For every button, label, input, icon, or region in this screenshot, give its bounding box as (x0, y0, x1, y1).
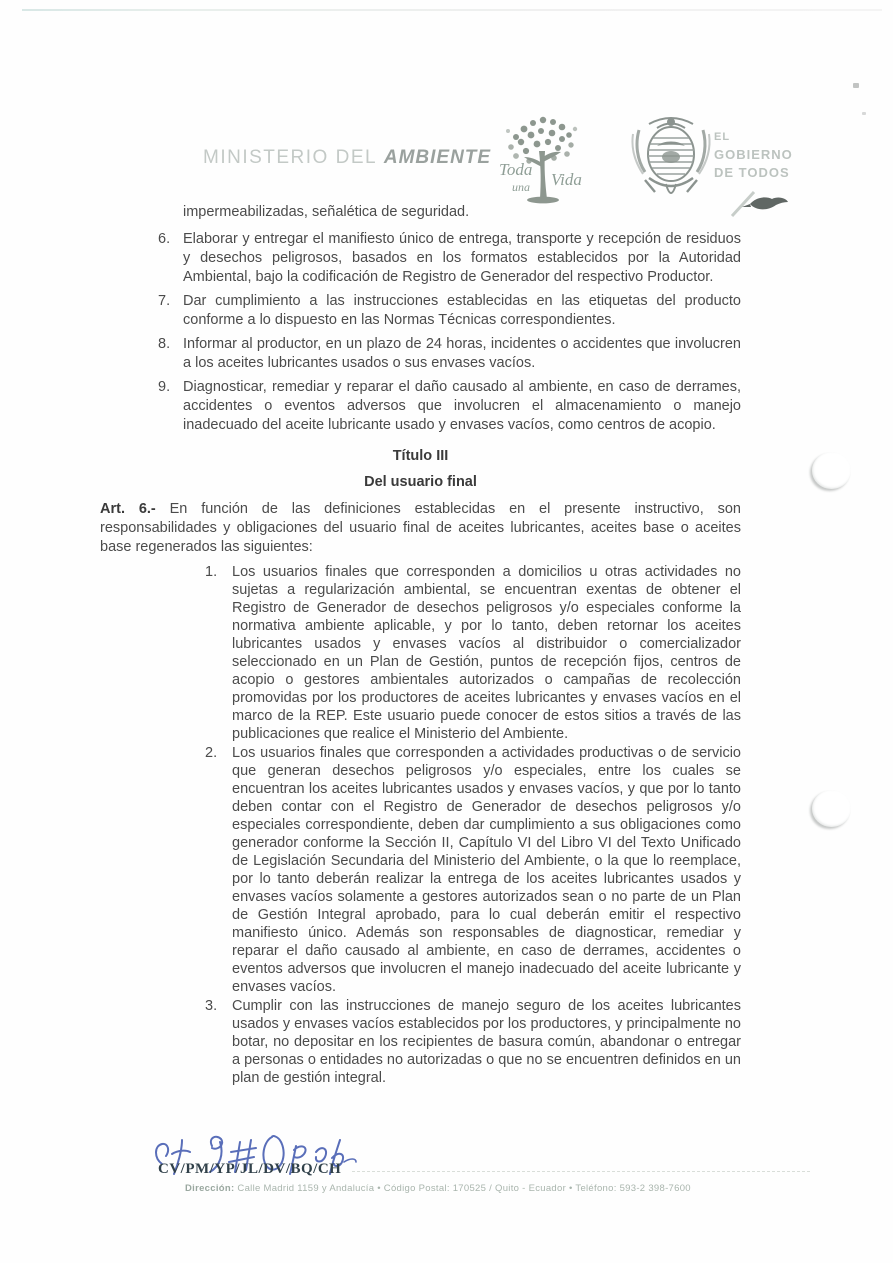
wordmark-space (377, 147, 384, 168)
list-item-number: 9. (158, 379, 171, 395)
government-slogan (714, 128, 793, 182)
article-text: En función de las definiciones establecidas en el presente instructivo, son responsabilidades y obligaciones del usuario final de aceites lubricantes, aceites base o aceites base regenerados las siguientes: (100, 501, 741, 555)
sublist-item-1 (100, 563, 741, 743)
sublist-item-number: 3. (205, 998, 218, 1014)
list-item-number: 8. (158, 336, 171, 352)
list-item-text: Informar al productor, en un plazo de 24 horas, incidentes o accidentes que involucren a los aceites lubricantes usados o sus envases vacíos. (183, 336, 741, 371)
scan-speck (862, 112, 866, 115)
footer-initials: CV/PM/YP/JL/DV/BQ/CH (158, 1161, 342, 1177)
section-subtitle: Del usuario final (364, 474, 477, 490)
tree-motto-word2: una (512, 180, 530, 194)
coat-of-arms-icon (621, 110, 721, 208)
ministry-wordmark-light: MINISTERIO DEL (203, 147, 378, 168)
government-slogan-line2: GOBIERNO (714, 147, 793, 162)
footer-address-label: Dirección: (185, 1183, 235, 1194)
ministry-wordmark (203, 147, 491, 169)
government-slogan-line1: EL (714, 131, 731, 143)
footer-address-text: Calle Madrid 1159 y Andalucía • Código Postal: 170525 / Quito - Ecuador • Teléfono: 593-2 398-7600 (237, 1183, 691, 1194)
scan-speck (853, 83, 859, 88)
article-6-paragraph (100, 500, 741, 557)
section-title: Título III (392, 448, 449, 464)
paragraph-continuation: impermeabilizadas, señalética de seguridad. (183, 204, 470, 220)
sublist-item-3 (100, 997, 741, 1087)
list-item-text: Diagnosticar, remediar y reparar el daño causado al ambiente, en caso de derrames, accidentes o eventos adversos que involucren el almacenamiento o manejo inadecuado del aceite lubricante usado y envases vacíos, como centros de acopio. (183, 379, 741, 433)
hole-punch (812, 452, 851, 489)
list-item-9 (100, 378, 741, 435)
list-item-text: Dar cumplimiento a las instrucciones establecidas en las etiquetas del producto conforme a lo dispuesto en las Normas Técnicas correspondientes. (183, 293, 741, 328)
scan-edge-line (22, 9, 882, 11)
list-item-number: 7. (158, 293, 171, 309)
footer-divider (352, 1171, 810, 1172)
tree-logo-icon (496, 111, 592, 207)
sublist-item-text: Los usuarios finales que corresponden a domicilios u otras actividades no sujetas a regularización ambiental, se encuentran exentas de obtener el Registro de Generador de desechos peligrosos y/o especiales conforme la normativa ambiente aplicable, y por lo tanto, deben retornar los aceites lubricantes usados y envases vacíos al distribuidor o comercializador seleccionado en un Plan de Gestión, puntos de recepción fijos, centros de acopio o gestores ambientales autorizados o campañas de recolección promovidas por los productores de aceites lubricantes y envases vacíos en el marco de la REP. Este usuario puede conocer de estos sitios a través de las publicaciones que realice el Ministerio del Ambiente. (232, 564, 741, 742)
list-item-6 (100, 230, 741, 287)
list-item-text: Elaborar y entregar el manifiesto único de entrega, transporte y recepción de residuos y desechos peligrosos, basados en los formatos establecidos por la Autoridad Ambiental, bajo la codificación de Registro de Generador del respectivo Productor. (183, 231, 741, 285)
footer-address (185, 1183, 805, 1194)
list-item-number: 6. (158, 231, 171, 247)
government-slogan-line3: DE TODOS (714, 165, 790, 180)
tree-motto-word1: Toda (499, 160, 533, 179)
sublist-item-text: Cumplir con las instrucciones de manejo seguro de los aceites lubricantes usados y envases vacíos establecidos por los productores, y principalmente no botar, no depositar en los recipientes de basura común, abandonar o entregar a personas o entidades no autorizadas o que no se encuentren definidos en un plan de gestión integral. (232, 998, 741, 1086)
document-body (100, 203, 741, 1088)
sublist-item-text: Los usuarios finales que corresponden a actividades productivas o de servicio que generan desechos peligrosos y/o especiales, entre los cuales se encuentran los aceites lubricantes usados y envases vacíos, y que por lo tanto deben contar con el Registro de Generador de desechos peligrosos y/o especiales correspondiente, deben dar cumplimiento a sus obligaciones como generador conforme la Sección II, Capítulo VI del Libro VI del Texto Unificado de Legislación Secundaria del Ministerio del Ambiente, o la que lo reemplace, por lo tanto deberán realizar la entrega de los aceites lubricantes usados y envases vacíos solamente a gestores autorizados sean o no parte de un Plan de Gestión Integral aprobado, para lo cual deberán emitir el respectivo manifiesto único. Además son responsables de diagnosticar, remediar y reparar el daño causado al ambiente, en caso de derrames, accidentes o eventos adversos que involucren el manejo inadecuado del aceite lubricante y envases vacíos. (232, 745, 741, 995)
hole-punch (812, 790, 851, 827)
tree-motto-word3: Vida (551, 170, 582, 189)
sublist-item-number: 2. (205, 745, 218, 761)
ministry-wordmark-bold: AMBIENTE (383, 147, 492, 168)
list-item-7 (100, 292, 741, 330)
sublist-item-2 (100, 744, 741, 996)
sublist-item-number: 1. (205, 564, 218, 580)
article-label: Art. 6.- (100, 501, 156, 517)
list-item-8 (100, 335, 741, 373)
